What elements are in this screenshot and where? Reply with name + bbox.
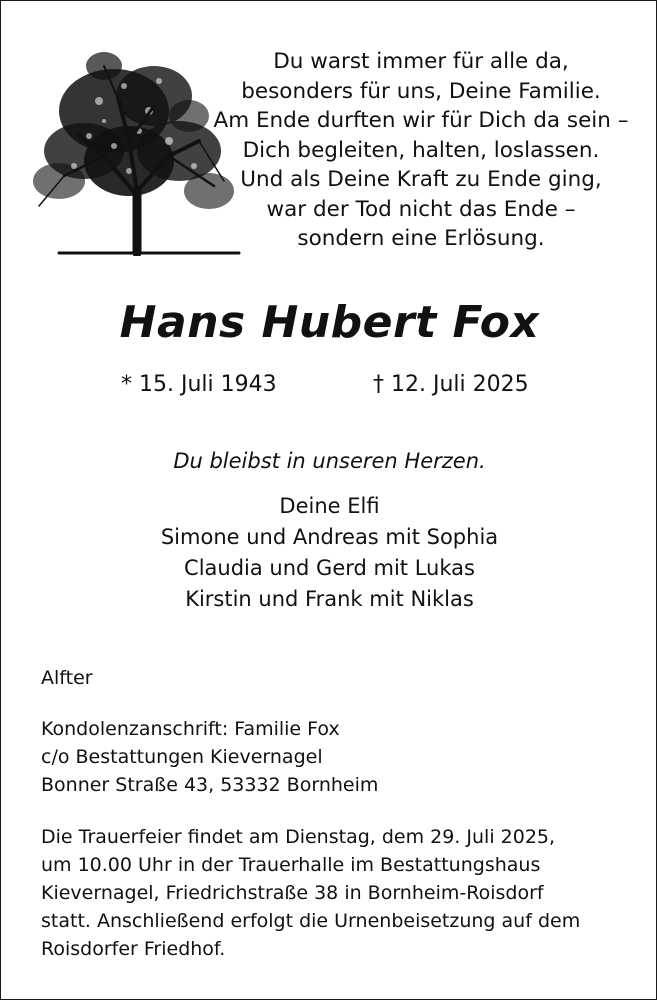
poem-line: Am Ende durften wir für Dich da sein – — [213, 108, 629, 133]
motto: Du bleibst in unseren Herzen. — [173, 449, 486, 473]
poem-line: besonders für uns, Deine Familie. — [241, 78, 601, 104]
ceremony-line: Roisdorfer Friedhof. — [41, 938, 226, 960]
mourner-line: Kirstin und Frank mit Niklas — [185, 587, 474, 611]
death-date: † 12. Juli 2025 — [373, 372, 529, 397]
ceremony-info — [41, 823, 580, 963]
deceased-name: Hans Hubert Fox — [119, 297, 540, 348]
ceremony-line: um 10.00 Uhr in der Trauerhalle im Bestattungshaus — [41, 854, 541, 876]
mourners-list — [1, 491, 657, 615]
poem-line: Und als Deine Kraft zu Ende ging, — [240, 167, 602, 192]
address-line: c/o Bestattungen Kievernagel — [41, 746, 323, 768]
birth-date: * 15. Juli 1943 — [121, 372, 277, 397]
poem-line: sondern eine Erlösung. — [297, 226, 545, 251]
life-dates — [1, 369, 657, 401]
poem — [201, 47, 641, 254]
ceremony-line: statt. Anschließend erfolgt die Urnenbeisetzung auf dem — [41, 910, 581, 932]
address-line: Bonner Straße 43, 53332 Bornheim — [41, 774, 379, 796]
condolence-address — [41, 715, 378, 799]
poem-line: war der Tod nicht das Ende – — [266, 196, 576, 222]
mourner-line: Simone und Andreas mit Sophia — [160, 525, 499, 549]
ceremony-line: Die Trauerfeier findet am Dienstag, dem 29. Juli 2025, — [41, 826, 556, 848]
mourner-line: Deine Elfi — [279, 494, 380, 518]
ceremony-line: Kievernagel, Friedrichstraße 38 in Bornheim-Roisdorf — [41, 882, 544, 904]
location: Alfter — [41, 667, 93, 689]
mourner-line: Claudia und Gerd mit Lukas — [184, 556, 475, 580]
poem-line: Du warst immer für alle da, — [273, 49, 569, 74]
address-line: Kondolenzanschrift: Familie Fox — [41, 718, 340, 740]
poem-line: Dich begleiten, halten, loslassen. — [242, 137, 600, 163]
